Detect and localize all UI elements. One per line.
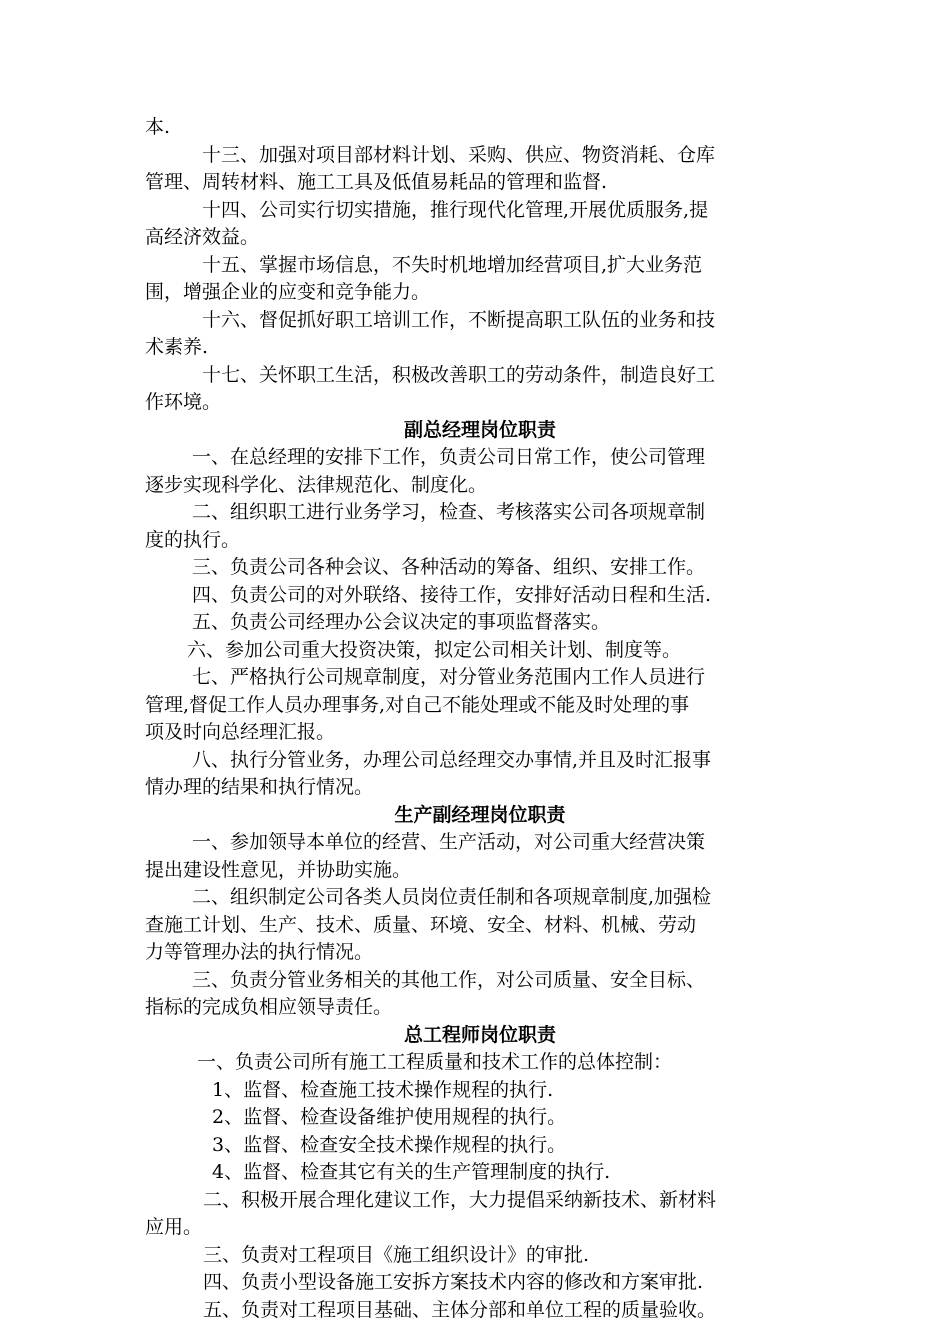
paragraph-line: 十七、关怀职工生活，积极改善职工的劳动条件，制造良好工 [202, 363, 716, 386]
paragraph-line: 三、负责公司各种会议、各种活动的筹备、组织、安排工作。 [192, 556, 706, 578]
paragraph-line: 度的执行。 [145, 528, 241, 551]
paragraph-line: 六、参加公司重大投资决策，拟定公司相关计划、制度等。 [187, 638, 682, 661]
paragraph-line: 十六、督促抓好职工培训工作，不断提高职工队伍的业务和技 [202, 308, 716, 331]
paragraph-line: 作环境。 [145, 391, 222, 413]
paragraph-line: 应用。 [145, 1216, 203, 1238]
paragraph-line: 围，增强企业的应变和竞争能力。 [145, 281, 431, 303]
paragraph-line: 力等管理办法的执行情况。 [145, 941, 374, 963]
section-heading-production-vice: 生产副经理岗位职责 [394, 803, 566, 826]
paragraph-line: 四、负责公司的对外联络、接待工作，安排好活动日程和生活. [192, 583, 712, 606]
paragraph-line: 指标的完成负相应领导责任。 [145, 996, 393, 1018]
paragraph-line: 逐步实现科学化、法律规范化、制度化。 [145, 473, 488, 496]
paragraph-line: 二、积极开展合理化建议工作，大力提倡采纳新技术、新材料 [203, 1188, 717, 1211]
list-item: 4、监督、检查其它有关的生产管理制度的执行. [212, 1161, 611, 1183]
paragraph-line: 四、负责小型设备施工安拆方案技术内容的修改和方案审批. [203, 1271, 704, 1293]
paragraph-line: 管理、周转材料、施工工具及低值易耗品的管理和监督. [145, 171, 608, 193]
document-page [145, 114, 815, 1324]
paragraph-line: 高经济效益。 [145, 226, 260, 248]
paragraph-line: 一、负责公司所有施工工程质量和技术工作的总体控制： [197, 1051, 673, 1073]
paragraph-line: 八、执行分管业务，办理公司总经理交办事情,并且及时汇报事 [192, 748, 712, 771]
paragraph-line: 五、负责对工程项目基础、主体分部和单位工程的质量验收。 [203, 1298, 717, 1321]
paragraph-line: 一、在总经理的安排下工作，负责公司日常工作，使公司管理 [192, 446, 706, 468]
list-item: 2、监督、检查设备维护使用规程的执行。 [212, 1106, 567, 1128]
paragraph-line: 本. [145, 116, 171, 138]
paragraph-line: 项及时向总经理汇报。 [145, 721, 336, 743]
paragraph-line: 一、参加领导本单位的经营、生产活动，对公司重大经营决策 [192, 831, 706, 853]
paragraph-line: 十三、加强对项目部材料计划、采购、供应、物资消耗、仓库 [202, 143, 716, 166]
paragraph-line: 管理,督促工作人员办理事务,对自己不能处理或不能及时处理的事 [145, 693, 690, 716]
paragraph-line: 查施工计划、生产、技术、质量、环境、安全、材料、机械、劳动 [145, 913, 697, 936]
paragraph-line: 术素养. [145, 336, 209, 358]
paragraph-line: 二、组织制定公司各类人员岗位责任制和各项规章制度,加强检 [192, 886, 712, 908]
paragraph-line: 情办理的结果和执行情况。 [145, 776, 374, 798]
list-item: 1、监督、检查施工技术操作规程的执行. [212, 1078, 554, 1101]
paragraph-line: 二、组织职工进行业务学习，检查、考核落实公司各项规章制 [192, 501, 706, 523]
paragraph-line: 十五、掌握市场信息，不失时机地增加经营项目,扩大业务范 [202, 253, 703, 276]
section-heading-chief-engineer: 总工程师岗位职责 [403, 1023, 556, 1046]
paragraph-line: 十四、公司实行切实措施，推行现代化管理,开展优质服务,提 [202, 198, 709, 221]
section-heading-vice-gm: 副总经理岗位职责 [403, 418, 556, 441]
paragraph-line: 五、负责公司经理办公会议决定的事项监督落实。 [192, 611, 611, 633]
paragraph-line: 七、严格执行公司规章制度，对分管业务范围内工作人员进行 [192, 666, 706, 688]
paragraph-line: 提出建设性意见，并协助实施。 [145, 858, 412, 881]
paragraph-line: 三、负责分管业务相关的其他工作，对公司质量、安全目标、 [192, 968, 706, 991]
list-item: 3、监督、检查安全技术操作规程的执行。 [212, 1133, 567, 1156]
paragraph-line: 三、负责对工程项目《施工组织设计》的审批. [203, 1243, 590, 1266]
